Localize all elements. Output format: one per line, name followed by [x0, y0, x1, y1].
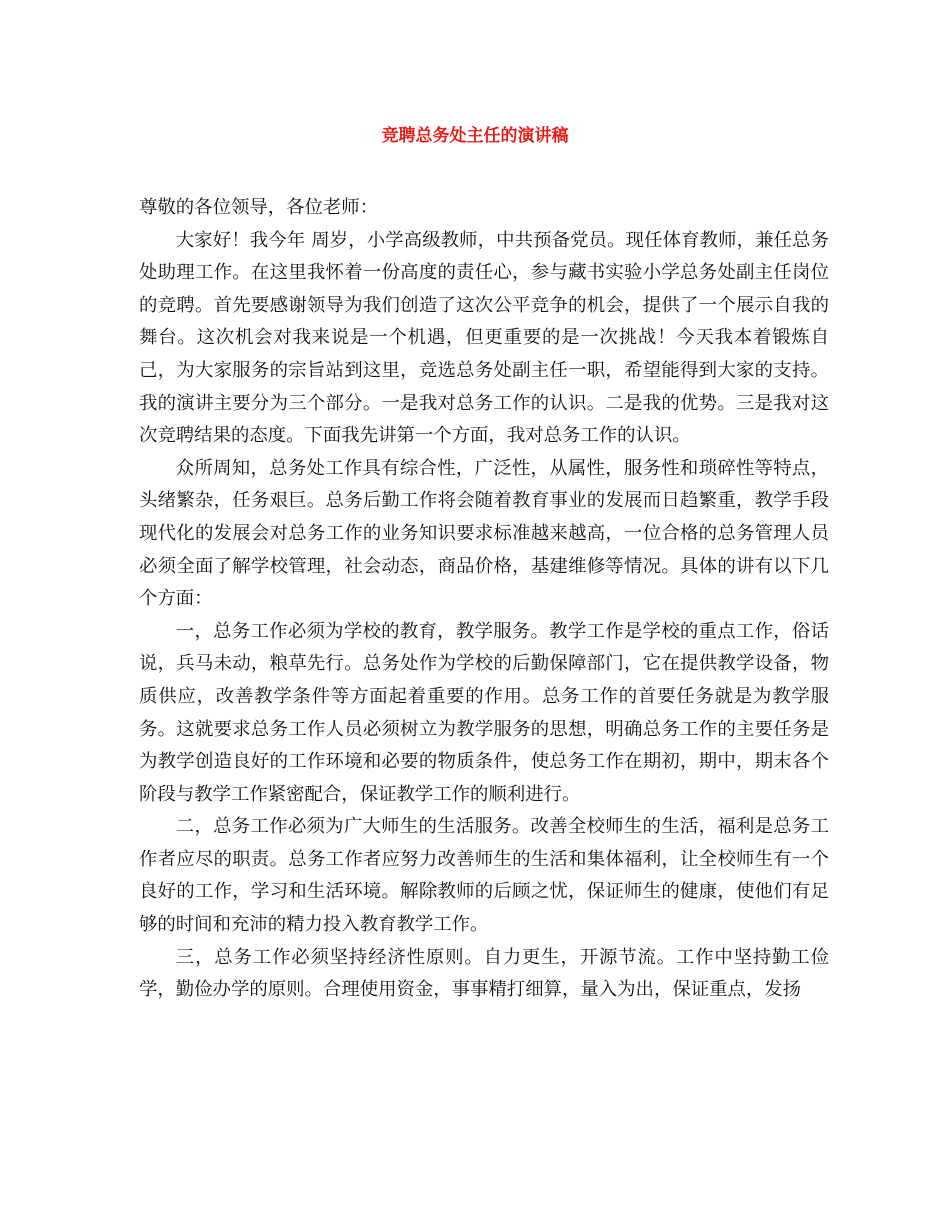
- paragraph-point-two: 二，总务工作必须为广大师生的生活服务。改善全校师生的生活，福利是总务工作者应尽的职责。总务工作者应努力改善师生的生活和集体福利，让全校师生有一个良好的工作，学习和生活环境。解除教师的后顾之忧，保证师生的健康，使他们有足够的时间和充沛的精力投入教育教学工作。: [139, 816, 829, 936]
- paragraph-intro: 大家好！我今年 周岁，小学高级教师，中共预备党员。现任体育教师，兼任总务处助理工作。在这里我怀着一份高度的责任心，参与藏书实验小学总务处副主任岗位的竞聘。首先要感谢领导为我们创造了这次公平竞争的机会，提供了一个展示自我的舞台。这次机会对我来说是一个机遇，但更重要的是一次挑战！今天我本着锻炼自己，为大家服务的宗旨站到这里，竞选总务处副主任一职，希望能得到大家的支持。我的演讲主要分为三个部分。一是我对总务工作的认识。二是我的优势。三是我对这次竞聘结果的态度。下面我先讲第一个方面，我对总务工作的认识。: [139, 229, 829, 447]
- paragraph-understanding: 众所周知，总务处工作具有综合性，广泛性，从属性，服务性和琐碎性等特点，头绪繁杂，任务艰巨。总务后勤工作将会随着教育事业的发展而日趋繁重，教学手段现代化的发展会对总务工作的业务知识要求标准越来越高，一位合格的总务管理人员必须全面了解学校管理，社会动态，商品价格，基建维修等情况。具体的讲有以下几个方面：: [139, 457, 829, 610]
- paragraph-point-three: 三，总务工作必须坚持经济性原则。自力更生，开源节流。工作中坚持勤工俭学，勤俭办学的原则。合理使用资金，事事精打细算，量入为出，保证重点，发扬: [139, 946, 829, 1001]
- document-title: 竞聘总务处主任的演讲稿: [381, 126, 569, 146]
- greeting-line: 尊敬的各位领导，各位老师：: [139, 197, 379, 218]
- paragraph-point-one: 一，总务工作必须为学校的教育，教学服务。教学工作是学校的重点工作，俗话说，兵马未动，粮草先行。总务处作为学校的后勤保障部门，它在提供教学设备，物质供应，改善教学条件等方面起着重要的作用。总务工作的首要任务就是为教学服务。这就要求总务工作人员必须树立为教学服务的思想，明确总务工作的主要任务是为教学创造良好的工作环境和必要的物质条件，使总务工作在期初，期中，期末各个阶段与教学工作紧密配合，保证教学工作的顺利进行。: [139, 620, 829, 805]
- document-body: [139, 192, 829, 1007]
